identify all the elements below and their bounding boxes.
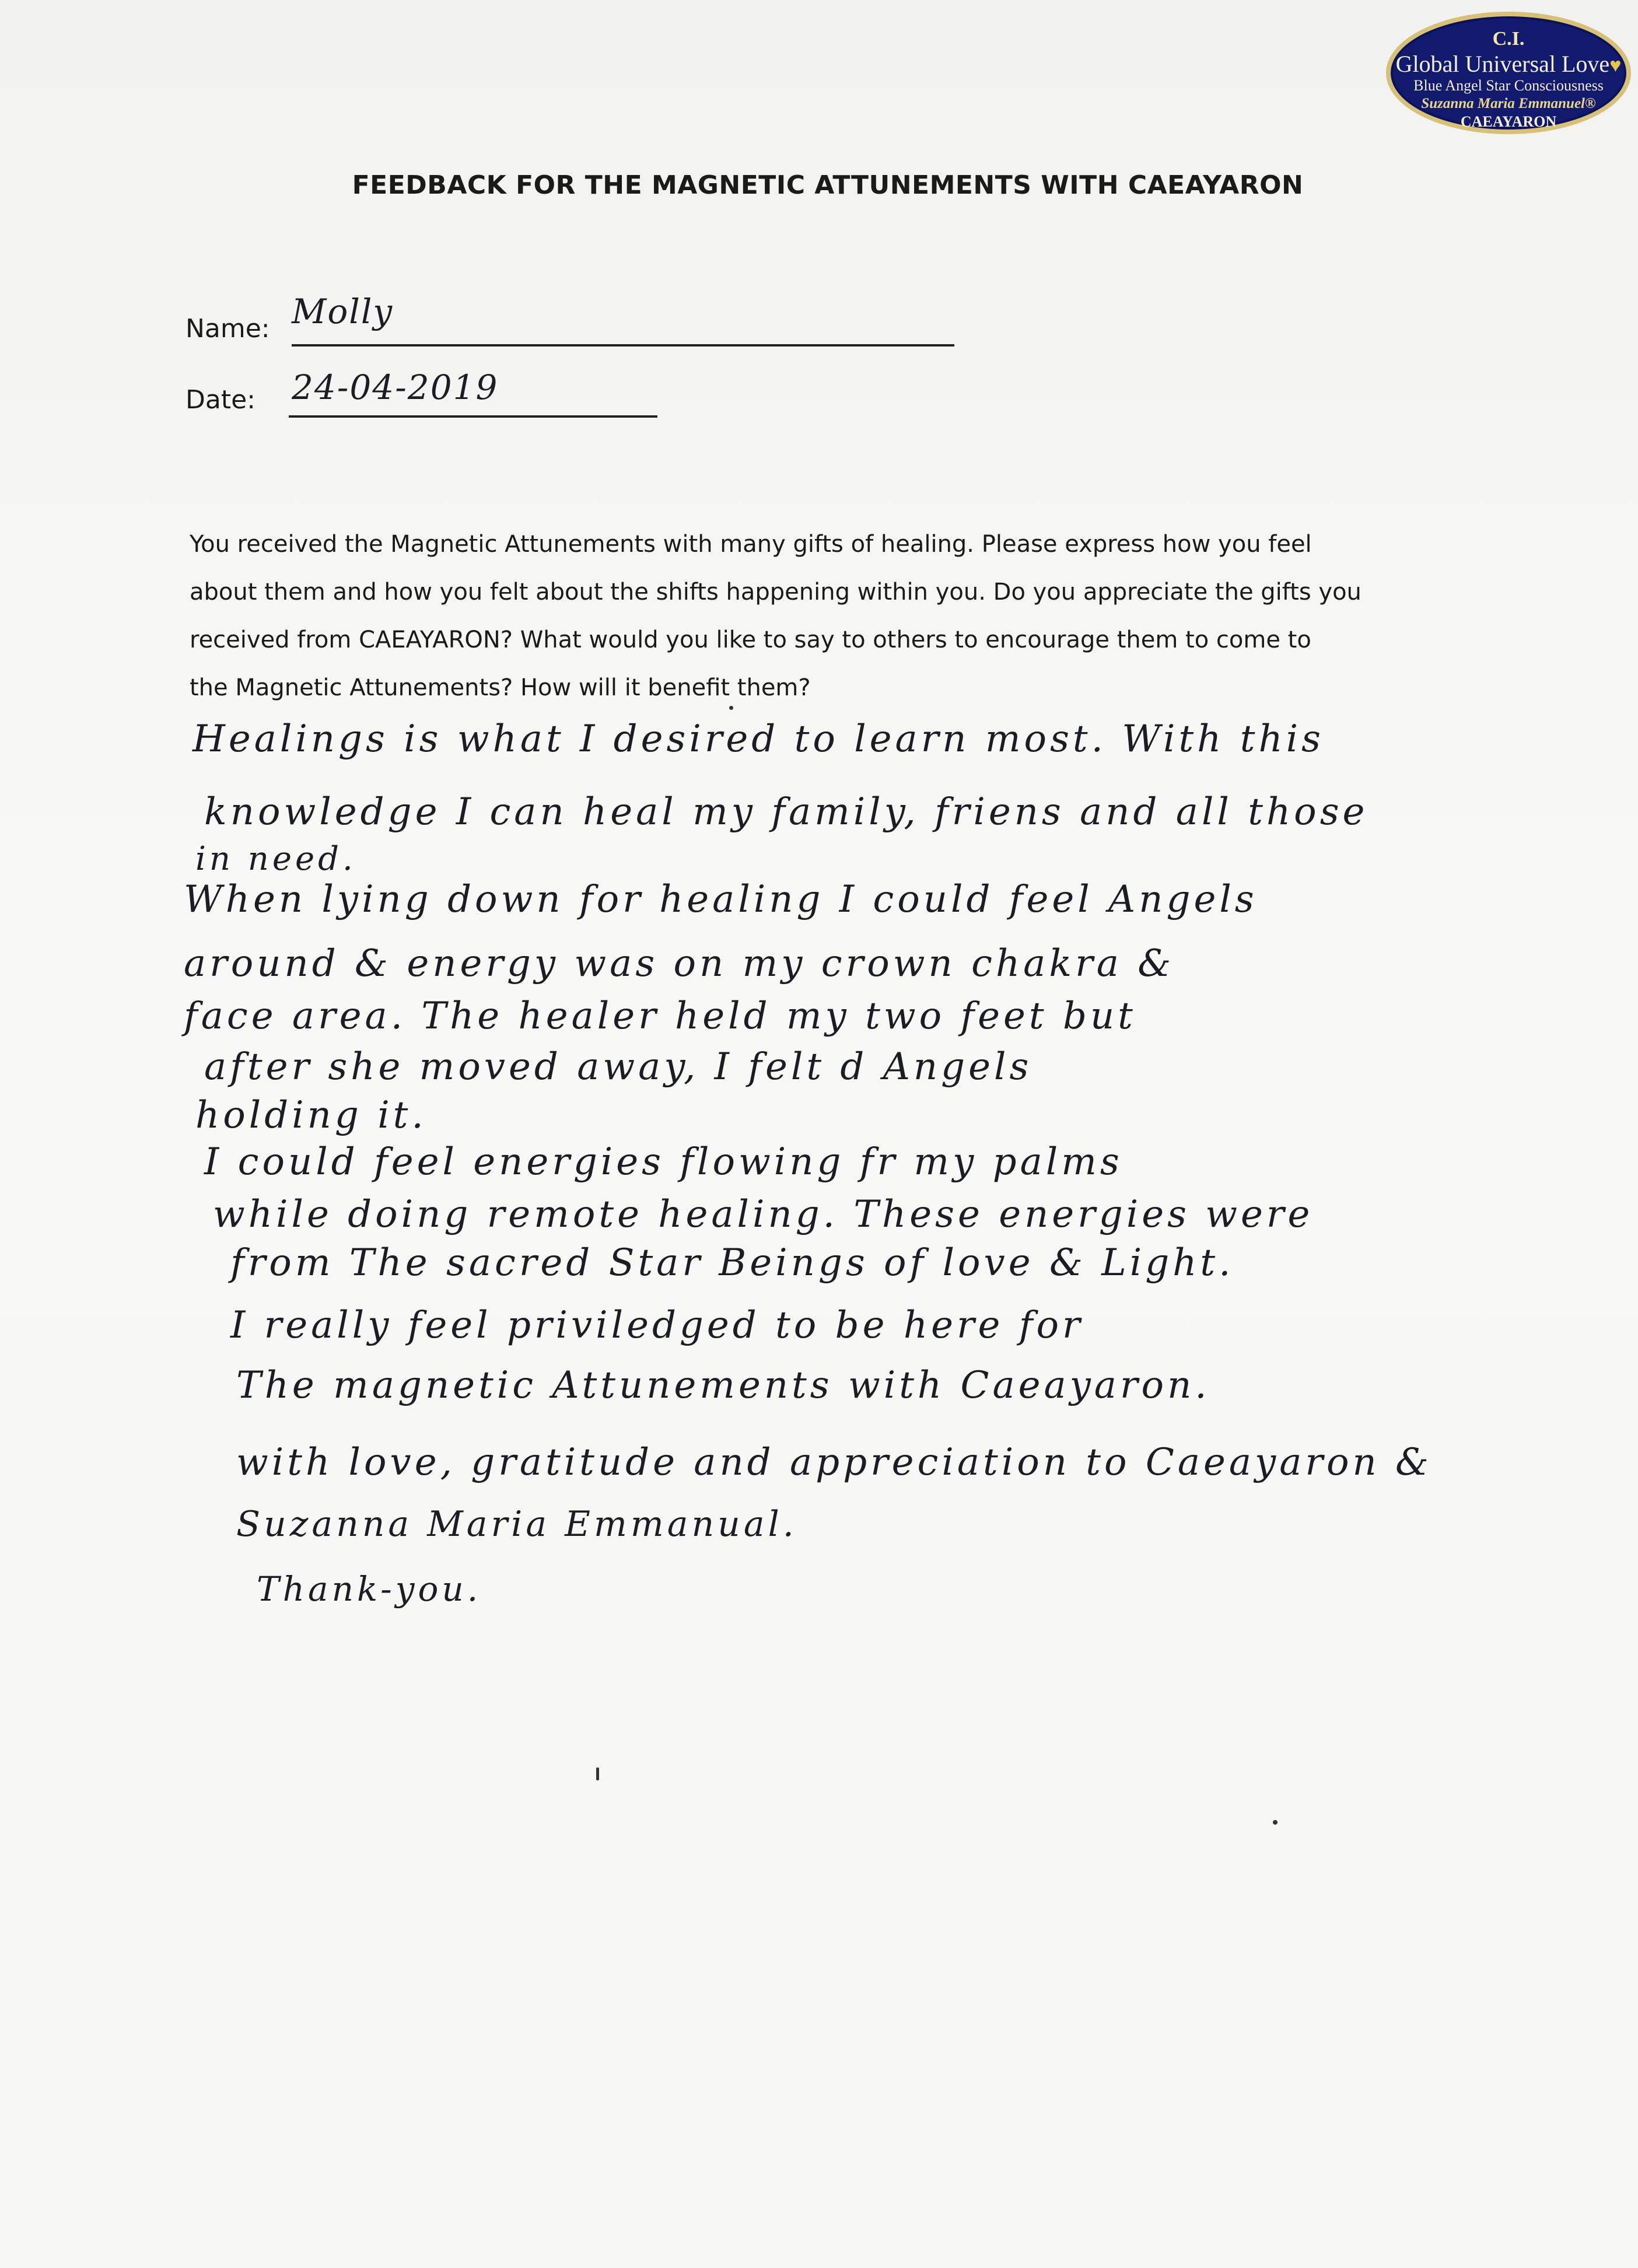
response-line: from The sacred Star Beings of love & Light. <box>230 1241 1234 1284</box>
stray-pen-dot <box>1273 1820 1278 1825</box>
name-underline <box>292 344 954 346</box>
form-title: FEEDBACK FOR THE MAGNETIC ATTUNEMENTS WITH CAEAYARON <box>352 170 1304 200</box>
response-line: Thank-you. <box>257 1569 482 1609</box>
response-line: knowledge I can heal my family, friens and all those <box>204 790 1368 834</box>
response-line: Healings is what I desired to learn most. With this <box>192 718 1324 761</box>
prompt-line: You received the Magnetic Attunements with many gifts of healing. Please express how you feel <box>190 531 1312 558</box>
response-line: When lying down for healing I could feel Angels <box>184 878 1258 921</box>
stray-pen-mark <box>596 1768 599 1780</box>
response-line: I really feel priviledged to be here for <box>230 1304 1084 1347</box>
date-underline <box>289 415 657 418</box>
date-value: 24-04-2019 <box>292 368 499 407</box>
ci-global-universal-love-logo <box>1386 12 1631 134</box>
logo-line-blue-angel: Blue Angel Star Consciousness <box>1413 77 1604 94</box>
response-line: after she moved away, I felt d Angels <box>204 1045 1032 1088</box>
response-line: around & energy was on my crown chakra & <box>184 942 1175 985</box>
name-label: Name: <box>186 314 270 344</box>
prompt-line: the Magnetic Attunements? How will it benefit them? <box>190 674 811 701</box>
logo-line-caeayaron: CAEAYARON <box>1460 113 1557 130</box>
name-value: Molly <box>292 292 394 331</box>
response-line: Suzanna Maria Emmanual. <box>236 1504 797 1545</box>
logo-line-ci: C.I. <box>1492 28 1525 50</box>
logo-line-suzanna: Suzanna Maria Emmanuel® <box>1421 96 1596 111</box>
feedback-prompt <box>190 520 1508 712</box>
stray-pen-dot <box>729 706 733 710</box>
response-line: holding it. <box>195 1094 427 1137</box>
response-line: I could feel energies flowing fr my palms <box>204 1140 1123 1184</box>
response-line: face area. The healer held my two feet but <box>184 995 1136 1038</box>
response-line: in need. <box>195 840 356 878</box>
response-line: The magnetic Attunements with Caeayaron. <box>236 1364 1210 1407</box>
response-line: while doing remote healing. These energies were <box>213 1193 1314 1236</box>
logo-line-global-text: Global Universal Love <box>1395 51 1610 77</box>
prompt-line: received from CAEAYARON? What would you like to say to others to encourage them to come to <box>190 626 1311 653</box>
date-label: Date: <box>186 385 256 415</box>
logo-line-global-universal-love <box>1391 50 1626 78</box>
prompt-line: about them and how you felt about the shifts happening within you. Do you appreciate the gifts you <box>190 579 1362 606</box>
response-line: with love, gratitude and appreciation to Caeayaron & <box>236 1441 1432 1484</box>
heart-icon: ♥ <box>1609 55 1622 76</box>
